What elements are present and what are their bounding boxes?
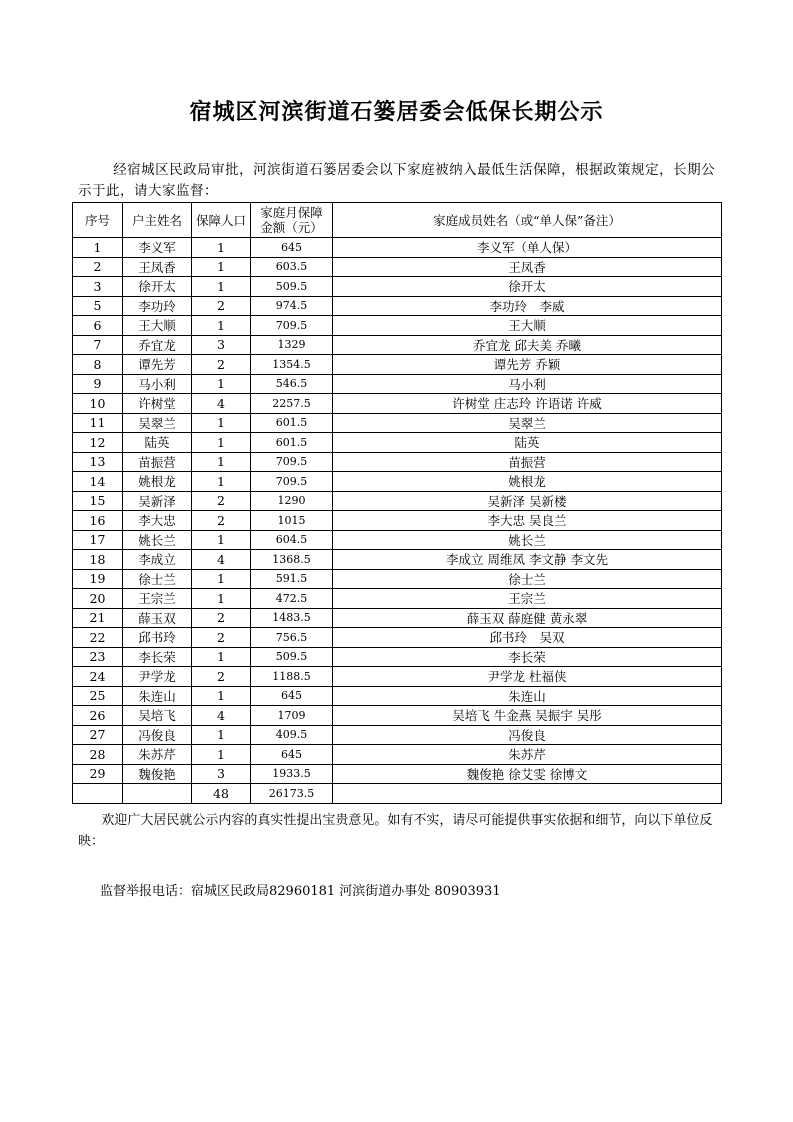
row-people: 1 <box>192 530 251 550</box>
row-people: 1 <box>192 433 251 453</box>
header-amount: 家庭月保障金额（元） <box>251 203 333 238</box>
row-index: 15 <box>73 491 123 511</box>
table-row <box>73 257 722 277</box>
row-index: 8 <box>73 355 123 375</box>
table-row <box>73 667 722 687</box>
row-index: 16 <box>73 511 123 531</box>
row-index: 12 <box>73 433 123 453</box>
row-head-name: 王凤香 <box>123 257 192 277</box>
row-members: 许树堂 庄志玲 许语诺 许威 <box>333 394 722 414</box>
table-row <box>73 394 722 414</box>
row-people: 1 <box>192 472 251 492</box>
row-amount: 546.5 <box>251 374 333 394</box>
row-head-name: 马小利 <box>123 374 192 394</box>
table-row <box>73 725 722 745</box>
row-head-name: 李大忠 <box>123 511 192 531</box>
row-head-name: 陆英 <box>123 433 192 453</box>
header-index: 序号 <box>73 203 123 238</box>
table-row <box>73 433 722 453</box>
row-people: 2 <box>192 296 251 316</box>
row-people: 1 <box>192 316 251 336</box>
row-people: 1 <box>192 745 251 765</box>
row-people: 2 <box>192 608 251 628</box>
row-amount: 603.5 <box>251 257 333 277</box>
row-members: 王大顺 <box>333 316 722 336</box>
table-row <box>73 374 722 394</box>
row-amount: 756.5 <box>251 628 333 648</box>
row-index: 29 <box>73 764 123 784</box>
table-row <box>73 413 722 433</box>
row-members: 李功玲 李威 <box>333 296 722 316</box>
row-amount: 709.5 <box>251 452 333 472</box>
table-row <box>73 316 722 336</box>
header-head-name: 户主姓名 <box>123 203 192 238</box>
row-people: 4 <box>192 706 251 726</box>
row-people: 1 <box>192 569 251 589</box>
row-amount: 645 <box>251 686 333 706</box>
row-amount: 709.5 <box>251 316 333 336</box>
row-index: 2 <box>73 257 123 277</box>
row-people: 1 <box>192 725 251 745</box>
header-members: 家庭成员姓名（或“单人保”备注） <box>333 203 722 238</box>
row-amount: 709.5 <box>251 472 333 492</box>
table-row <box>73 569 722 589</box>
row-head-name: 薛玉双 <box>123 608 192 628</box>
row-members: 薛玉双 薛庭健 黄永翠 <box>333 608 722 628</box>
table-row <box>73 296 722 316</box>
row-amount: 26173.5 <box>251 784 333 804</box>
row-amount: 1290 <box>251 491 333 511</box>
table-row <box>73 335 722 355</box>
row-members: 苗振营 <box>333 452 722 472</box>
row-members: 徐士兰 <box>333 569 722 589</box>
row-index: 18 <box>73 550 123 570</box>
row-people: 1 <box>192 452 251 472</box>
row-amount: 1329 <box>251 335 333 355</box>
row-people: 2 <box>192 491 251 511</box>
page-title: 宿城区河滨街道石篓居委会低保长期公示 <box>189 99 604 125</box>
row-people: 1 <box>192 277 251 297</box>
row-index: 25 <box>73 686 123 706</box>
row-people: 1 <box>192 589 251 609</box>
contact-line: 监督举报电话：宿城区民政局82960181 河滨街道办事处 80903931 <box>100 884 501 899</box>
row-head-name: 李长荣 <box>123 647 192 667</box>
row-index: 7 <box>73 335 123 355</box>
table-row <box>73 764 722 784</box>
row-index: 1 <box>73 238 123 258</box>
footer-paragraph: 欢迎广大居民就公示内容的真实性提出宝贵意见。如有不实，请尽可能提供事实依据和细节，向以下单位反映： <box>78 813 713 849</box>
row-index: 3 <box>73 277 123 297</box>
row-index: 21 <box>73 608 123 628</box>
row-amount: 1015 <box>251 511 333 531</box>
row-amount: 409.5 <box>251 725 333 745</box>
row-members: 李大忠 吴良兰 <box>333 511 722 531</box>
row-head-name: 苗振营 <box>123 452 192 472</box>
row-amount: 591.5 <box>251 569 333 589</box>
row-amount: 974.5 <box>251 296 333 316</box>
row-members: 尹学龙 杜福侠 <box>333 667 722 687</box>
row-people: 3 <box>192 335 251 355</box>
table-row <box>73 647 722 667</box>
row-head-name: 姚根龙 <box>123 472 192 492</box>
row-members: 李长荣 <box>333 647 722 667</box>
row-head-name: 徐士兰 <box>123 569 192 589</box>
row-head-name: 徐开太 <box>123 277 192 297</box>
table-row <box>73 355 722 375</box>
row-index: 11 <box>73 413 123 433</box>
row-members: 邱书玲 吴双 <box>333 628 722 648</box>
table-row <box>73 550 722 570</box>
row-amount: 604.5 <box>251 530 333 550</box>
row-index: 5 <box>73 296 123 316</box>
row-people: 2 <box>192 355 251 375</box>
row-amount: 509.5 <box>251 647 333 667</box>
row-head-name: 吴新泽 <box>123 491 192 511</box>
row-members <box>333 784 722 804</box>
row-amount: 1709 <box>251 706 333 726</box>
row-members: 冯俊良 <box>333 725 722 745</box>
row-members: 王宗兰 <box>333 589 722 609</box>
row-members: 李成立 周维凤 李文静 李文先 <box>333 550 722 570</box>
row-members: 朱连山 <box>333 686 722 706</box>
row-index: 13 <box>73 452 123 472</box>
intro-paragraph: 经宿城区民政局审批，河滨街道石篓居委会以下家庭被纳入最低生活保障，根据政策规定，长期公示于此，请大家监督： <box>78 162 716 199</box>
row-index: 26 <box>73 706 123 726</box>
row-index: 6 <box>73 316 123 336</box>
table-row <box>73 452 722 472</box>
table-row <box>73 686 722 706</box>
row-people: 2 <box>192 511 251 531</box>
row-members: 吴翠兰 <box>333 413 722 433</box>
row-amount: 1354.5 <box>251 355 333 375</box>
row-head-name: 李功玲 <box>123 296 192 316</box>
row-members: 姚根龙 <box>333 472 722 492</box>
row-head-name <box>123 784 192 804</box>
row-people: 1 <box>192 374 251 394</box>
row-amount: 1368.5 <box>251 550 333 570</box>
row-amount: 1188.5 <box>251 667 333 687</box>
row-index: 24 <box>73 667 123 687</box>
row-index: 14 <box>73 472 123 492</box>
table-row <box>73 628 722 648</box>
header-people: 保障人口 <box>192 203 251 238</box>
row-amount: 601.5 <box>251 433 333 453</box>
row-head-name: 谭先芳 <box>123 355 192 375</box>
row-members: 吴新泽 吴新楼 <box>333 491 722 511</box>
row-index: 17 <box>73 530 123 550</box>
row-head-name: 李义军 <box>123 238 192 258</box>
table-row <box>73 706 722 726</box>
row-people: 2 <box>192 628 251 648</box>
row-members: 徐开太 <box>333 277 722 297</box>
row-head-name: 李成立 <box>123 550 192 570</box>
row-members: 乔宜龙 邱夫美 乔曦 <box>333 335 722 355</box>
table-row <box>73 530 722 550</box>
row-head-name: 许树堂 <box>123 394 192 414</box>
row-head-name: 乔宜龙 <box>123 335 192 355</box>
row-head-name: 冯俊良 <box>123 725 192 745</box>
row-index: 23 <box>73 647 123 667</box>
row-members: 朱苏芹 <box>333 745 722 765</box>
row-head-name: 朱连山 <box>123 686 192 706</box>
table-row <box>73 238 722 258</box>
row-people: 1 <box>192 257 251 277</box>
table-row <box>73 608 722 628</box>
row-people: 48 <box>192 784 251 804</box>
row-index: 28 <box>73 745 123 765</box>
row-head-name: 吴翠兰 <box>123 413 192 433</box>
row-index: 10 <box>73 394 123 414</box>
row-members: 魏俊艳 徐艾雯 徐博文 <box>333 764 722 784</box>
row-members: 姚长兰 <box>333 530 722 550</box>
row-head-name: 尹学龙 <box>123 667 192 687</box>
row-amount: 645 <box>251 238 333 258</box>
row-people: 1 <box>192 238 251 258</box>
row-amount: 645 <box>251 745 333 765</box>
row-index: 19 <box>73 569 123 589</box>
row-head-name: 魏俊艳 <box>123 764 192 784</box>
row-amount: 1933.5 <box>251 764 333 784</box>
table-row <box>73 491 722 511</box>
row-members: 王凤香 <box>333 257 722 277</box>
row-amount: 2257.5 <box>251 394 333 414</box>
table-total-row <box>73 784 722 804</box>
row-people: 2 <box>192 667 251 687</box>
row-amount: 509.5 <box>251 277 333 297</box>
row-head-name: 姚长兰 <box>123 530 192 550</box>
row-head-name: 吴培飞 <box>123 706 192 726</box>
table-header-row <box>73 203 722 238</box>
row-members: 李义军（单人保） <box>333 238 722 258</box>
row-index: 9 <box>73 374 123 394</box>
row-members: 吴培飞 牛金燕 吴振宇 吴彤 <box>333 706 722 726</box>
table-row <box>73 277 722 297</box>
row-people: 1 <box>192 413 251 433</box>
row-people: 1 <box>192 686 251 706</box>
row-people: 4 <box>192 550 251 570</box>
row-people: 1 <box>192 647 251 667</box>
row-index <box>73 784 123 804</box>
row-amount: 601.5 <box>251 413 333 433</box>
row-head-name: 邱书玲 <box>123 628 192 648</box>
row-members: 谭先芳 乔颖 <box>333 355 722 375</box>
row-head-name: 王宗兰 <box>123 589 192 609</box>
row-head-name: 王大顺 <box>123 316 192 336</box>
row-people: 3 <box>192 764 251 784</box>
table-row <box>73 472 722 492</box>
row-index: 20 <box>73 589 123 609</box>
table-row <box>73 511 722 531</box>
row-head-name: 朱苏芹 <box>123 745 192 765</box>
row-people: 4 <box>192 394 251 414</box>
row-index: 22 <box>73 628 123 648</box>
row-amount: 472.5 <box>251 589 333 609</box>
table-row <box>73 745 722 765</box>
recipient-table <box>72 202 722 804</box>
row-index: 27 <box>73 725 123 745</box>
table-row <box>73 589 722 609</box>
row-amount: 1483.5 <box>251 608 333 628</box>
row-members: 陆英 <box>333 433 722 453</box>
row-members: 马小利 <box>333 374 722 394</box>
